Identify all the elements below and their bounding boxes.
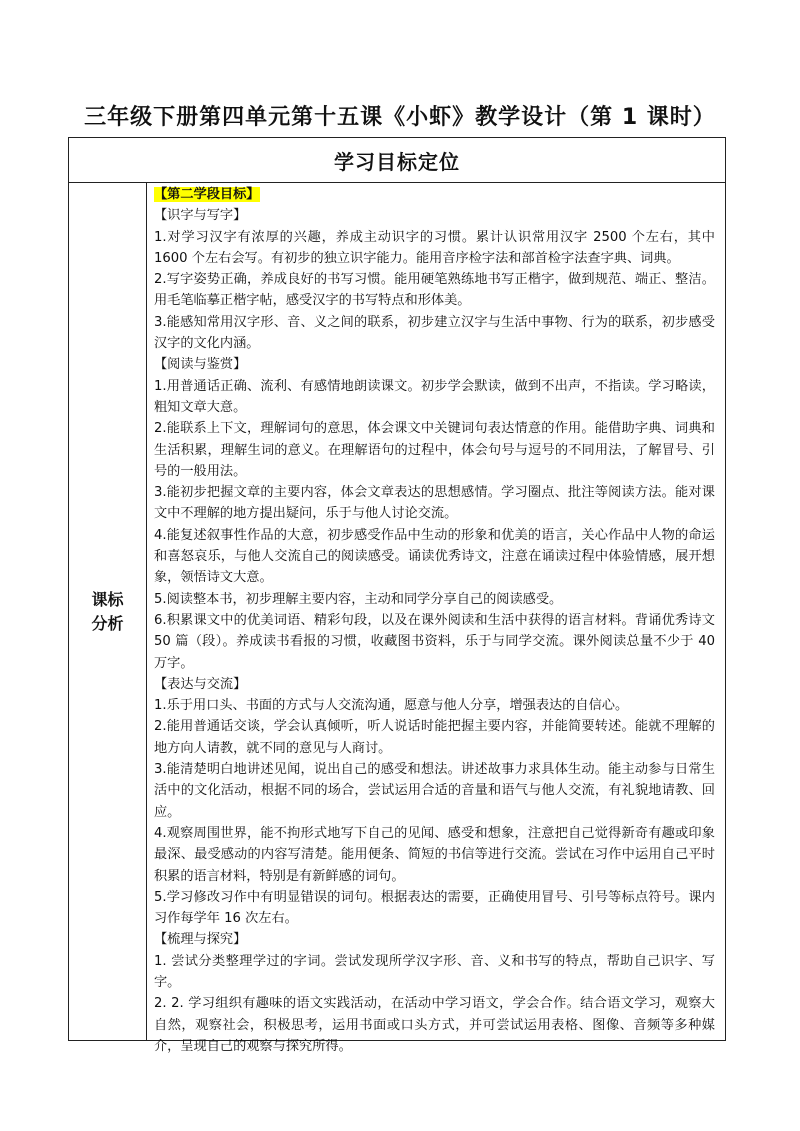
block-heading-expression: 【表达与交流】 (154, 676, 247, 692)
expression-item: 2.能用普通话交谈，学会认真倾听，听人说话时能把握主要内容，并能简要转述。能就不理解的地方向人请教，就不同的意见与人商讨。 (154, 719, 715, 756)
goal-tag: 【第二学段目标】 (154, 187, 260, 202)
reading-item: 4.能复述叙事性作品的大意，初步感受作品中生动的形象和优美的语言，关心作品中人物的命运和喜怒哀乐，与他人交流自己的阅读感受。诵读优秀诗文，注意在诵读过程中体验情感，展开想象，领悟诗文大意。 (154, 527, 715, 586)
goal-table (68, 137, 726, 1054)
reading-item: 5.阅读整本书，初步理解主要内容，主动和同学分享自己的阅读感受。 (154, 591, 563, 607)
reading-item: 6.积累课文中的优美词语、精彩句段，以及在课外阅读和生活中获得的语言材料。背诵优秀诗文 50 篇（段）。养成读书看报的习惯，收藏图书资料，乐于与同学交流。课外阅读总量不少于 40 万字。 (154, 612, 715, 671)
reading-item: 3.能初步把握文章的主要内容，体会文章表达的思想感情。学习圈点、批注等阅读方法。能对课文中不理解的地方提出疑问，乐于与他人讨论交流。 (154, 485, 715, 522)
literacy-item: 1.对学习汉字有浓厚的兴趣，养成主动识字的习惯。累计认识常用汉字 2500 个左右，其中 1600 个左右会写。有初步的独立识字能力。能用音序检字法和部首检字法查字典、词典。 (154, 229, 715, 266)
expression-item: 5.学习修改习作中有明显错误的词句。根据表达的需要，正确使用冒号、引号等标点符号。课内习作每学年 16 次左右。 (154, 889, 715, 927)
block-heading-inquiry: 【梳理与探究】 (154, 932, 247, 948)
expression-item: 3.能清楚明白地讲述见闻，说出自己的感受和想法。讲述故事力求具体生动。能主动参与日常生活中的文化活动，根据不同的场合，尝试运用合适的音量和语气与他人交流，有礼貌地请教、回应。 (154, 762, 715, 820)
reading-item: 2.能联系上下文，理解词句的意思，体会课文中关键词句表达情意的作用。能借助字典、词典和生活积累，理解生词的意义。在理解语句的过程中，体会句号与逗号的不同用法，了解冒号、引号的一般用法。 (154, 421, 715, 479)
left-label-cell (69, 183, 147, 1040)
content-cell (147, 183, 725, 1054)
expression-item: 1.乐于用口头、书面的方式与人交流沟通，愿意与他人分享，增强表达的自信心。 (154, 698, 629, 714)
goal-tag-line (154, 184, 715, 205)
literacy-item: 3.能感知常用汉字形、音、义之间的联系，初步建立汉字与生活中事物、行为的联系，初步感受汉字的文化内涵。 (154, 314, 715, 352)
section-header: 学习目标定位 (69, 138, 725, 183)
document-title: 三年级下册第四单元第十五课《小虾》教学设计（第 1 课时） (84, 105, 716, 130)
inquiry-item: 1. 尝试分类整理学过的字词。尝试发现所学汉字形、音、义和书写的特点，帮助自己识字、写字。 (154, 953, 715, 990)
left-label: 课标分析 (91, 589, 124, 633)
block-heading-reading: 【阅读与鉴赏】 (154, 357, 247, 373)
reading-item: 1.用普通话正确、流利、有感情地朗读课文。初步学会默读，做到不出声，不指读。学习略读，粗知文章大意。 (154, 378, 715, 415)
inquiry-item: 2. 2. 学习组织有趣味的语文实践活动，在活动中学习语文，学会合作。结合语文学习，观察大自然，观察社会，积极思考，运用书面或口头方式，并可尝试运用表格、图像、音频等多种媒介，呈现自己的观察与探究所得。 (154, 996, 715, 1054)
literacy-item: 2.写字姿势正确，养成良好的书写习惯。能用硬笔熟练地书写正楷字，做到规范、端正、整洁。用毛笔临摹正楷字帖，感受汉字的书写特点和形体美。 (154, 272, 715, 309)
expression-item: 4.观察周围世界，能不拘形式地写下自己的见闻、感受和想象，注意把自己觉得新奇有趣或印象最深、最受感动的内容写清楚。能用便条、简短的书信等进行交流。尝试在习作中运用自己平时积累的语言材料，特别是有新鲜感的词句。 (154, 825, 715, 884)
block-heading-literacy: 【识字与写字】 (154, 208, 247, 224)
